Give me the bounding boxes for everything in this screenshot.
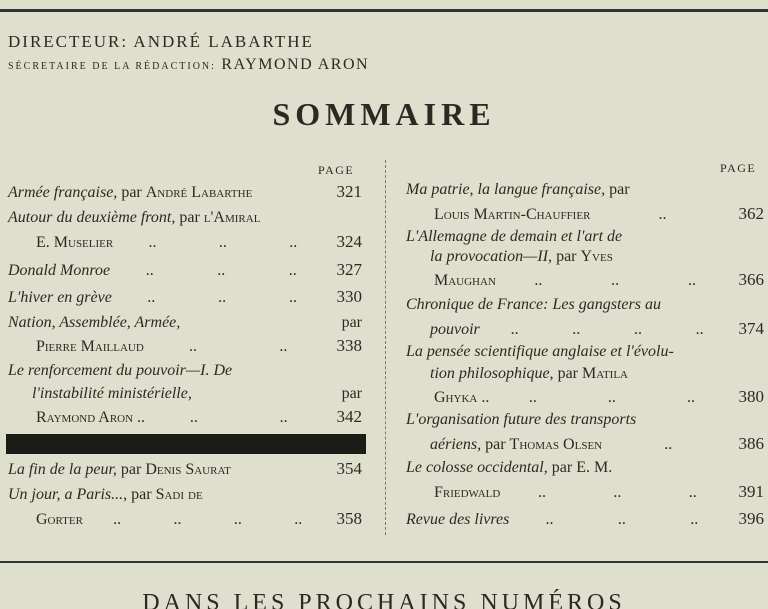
leader-dots: .. (658, 206, 667, 223)
toc-line (430, 365, 628, 387)
toc-line (32, 385, 362, 407)
article-title: Un jour, a Paris..., (8, 486, 128, 503)
article-title: aériens, (430, 436, 482, 453)
page-number: 327 (336, 260, 362, 279)
toc-line (406, 181, 630, 203)
leader-dots: .. .. .. (147, 289, 298, 306)
toc-line (430, 387, 764, 409)
article-title: L'Allemagne de demain et l'art de (406, 228, 623, 245)
leader-dots: .. (664, 436, 673, 453)
secretary-name: RAYMOND ARON (221, 56, 370, 73)
article-title: Le colosse occidental, (406, 459, 548, 476)
by-word: par (120, 461, 142, 478)
by-word: par (341, 314, 362, 331)
page-number: 362 (738, 204, 764, 223)
article-title: Armée française, (8, 184, 118, 201)
author-name: Thomas Olsen (509, 436, 603, 453)
by-word: par (609, 181, 630, 198)
author-name: Ghyka .. (434, 389, 490, 406)
toc-line (8, 182, 362, 204)
secretary-label: SÉCRETAIRE DE LA RÉDACTION: (8, 61, 216, 72)
toc-line (32, 336, 362, 358)
page-number: 321 (336, 182, 362, 201)
page-number: 391 (738, 482, 764, 501)
toc-line (406, 459, 612, 481)
toc-line (430, 204, 764, 226)
by-word: par (485, 436, 506, 453)
toc-line (32, 509, 362, 531)
leader-dots: .. .. .. .. (113, 511, 303, 528)
leader-dots: .. .. .. (545, 511, 699, 528)
article-title: tion philosophique, (430, 365, 554, 382)
toc-line (8, 459, 362, 481)
toc-line (8, 486, 203, 508)
article-title: Ma patrie, la langue française, (406, 181, 606, 198)
by-word: par (557, 365, 578, 382)
secretary-line (8, 56, 369, 74)
by-word: par (131, 486, 152, 503)
author-name: l'Amiral (203, 209, 261, 226)
toc-line (8, 260, 362, 282)
leader-dots: .. .. .. .. (510, 321, 704, 338)
director-line: DIRECTEUR: ANDRÉ LABARTHE (8, 32, 314, 51)
page-number: 330 (336, 287, 362, 306)
article-title: Autour du deuxième front, (8, 209, 176, 226)
article-title: l'instabilité ministérielle, (32, 385, 192, 402)
page-title: SOMMAIRE (272, 96, 496, 132)
page-number: 374 (738, 319, 764, 338)
page-column-label-left: PAGE (318, 163, 355, 177)
page-number: 386 (738, 434, 764, 453)
next-issues-heading: DANS LES PROCHAINS NUMÉROS (142, 590, 626, 609)
leader-dots: .. .. .. (528, 389, 695, 406)
page-number: 338 (336, 336, 362, 355)
redacted-bar (6, 434, 366, 454)
leader-dots: .. .. .. (148, 234, 298, 251)
toc-line (8, 314, 362, 336)
author-name: E. M. (576, 459, 613, 476)
article-title: pouvoir (430, 321, 480, 338)
toc-line (430, 482, 764, 504)
toc-line (32, 232, 362, 254)
leader-dots: .. .. .. (538, 484, 697, 501)
article-title: Le renforcement du pouvoir—I. De (8, 362, 233, 379)
by-word: par (556, 248, 577, 265)
top-rule (0, 9, 768, 12)
page-number: 358 (336, 509, 362, 528)
toc-line (406, 296, 661, 318)
author-name: Raymond Aron .. (36, 409, 146, 426)
article-title: la provocation—II, (430, 248, 553, 265)
author-name: Sadi de (155, 486, 203, 503)
author-name: André Labarthe (145, 184, 253, 201)
bottom-rule (0, 561, 768, 563)
article-title: Chronique de France: Les gangsters au (406, 296, 661, 313)
author-name: Yves (580, 248, 613, 265)
by-word: par (121, 184, 142, 201)
toc-line (430, 248, 613, 270)
article-title: Revue des livres (406, 511, 510, 528)
author-name: E. Muselier (36, 234, 114, 251)
page-number: 366 (738, 270, 764, 289)
author-name: Maughan (434, 272, 496, 289)
page-number: 354 (336, 459, 362, 478)
toc-line (8, 362, 362, 384)
toc-line (406, 509, 764, 531)
author-name: Friedwald (434, 484, 501, 501)
author-name: Louis Martin-Chauffier (434, 206, 591, 223)
toc-line (406, 411, 764, 433)
article-title: La pensée scientifique anglaise et l'évolu- (406, 343, 674, 360)
toc-line (406, 228, 764, 250)
by-word: par (179, 209, 200, 226)
page-column-label-right: PAGE (720, 161, 757, 175)
article-title: Nation, Assemblée, Armée, (8, 314, 181, 331)
page-number: 380 (738, 387, 764, 406)
toc-line (8, 209, 260, 231)
page-number: 342 (336, 407, 362, 426)
leader-dots: .. .. (188, 338, 288, 355)
toc-line (430, 319, 764, 341)
page-number: 396 (738, 509, 764, 528)
article-title: Donald Monroe (8, 262, 111, 279)
column-divider (385, 160, 386, 535)
by-word: par (551, 459, 573, 476)
leader-dots: .. .. .. (534, 272, 697, 289)
page-number: 324 (336, 232, 362, 251)
author-name: Pierre Maillaud (36, 338, 144, 355)
author-name: Gorter (36, 511, 83, 528)
leader-dots: .. .. (189, 409, 288, 426)
leader-dots: .. .. .. (145, 262, 297, 279)
by-word: par (341, 385, 362, 402)
author-name: Matila (582, 365, 628, 382)
author-name: Denis Saurat (145, 461, 231, 478)
toc-line (430, 434, 764, 456)
toc-line (430, 270, 764, 292)
article-title: L'hiver en grève (8, 289, 112, 306)
toc-line (32, 407, 362, 429)
toc-line (406, 343, 674, 365)
article-title: La fin de la peur, (8, 461, 117, 478)
article-title: L'organisation future des transports (406, 411, 637, 428)
toc-line (8, 287, 362, 309)
